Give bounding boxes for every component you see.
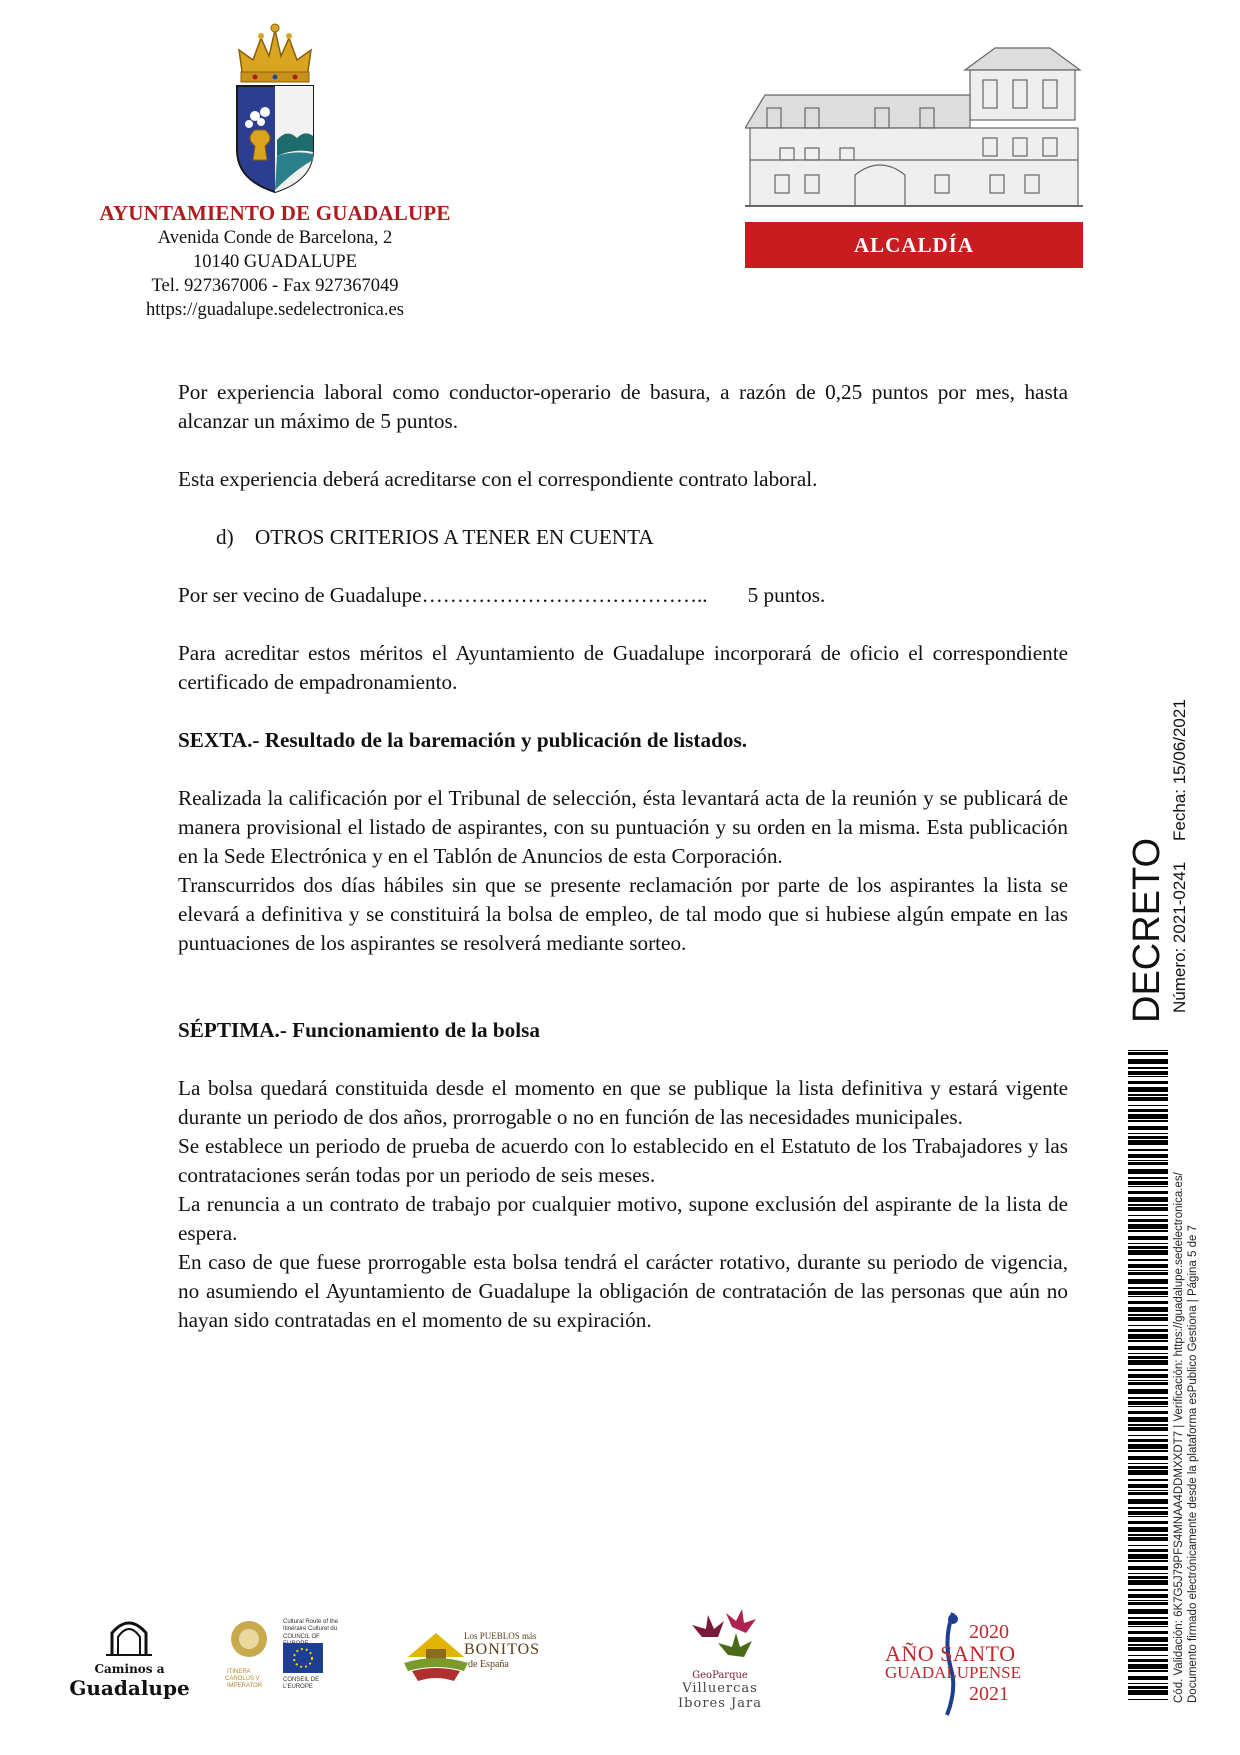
anio-2021: 2021 (969, 1683, 1009, 1705)
paragraph-contract: Esta experiencia deberá acreditarse con el correspondiente contrato laboral. (178, 467, 818, 491)
geoparque-line-1: GeoParque (692, 1670, 748, 1681)
geoparque-logo (665, 1607, 775, 1717)
paragraph-reclamacion: Transcurridos dos días hábiles sin que se presente reclamación por parte de los aspirantes la lista se elevará a definitiva y se constituirá la bolsa de empleo, de tal modo que si hubiese algún empate en las puntuaciones de los aspirantes se resolverá mediante sorteo. (178, 873, 1068, 955)
paragraph-experience: Por experiencia laboral como conductor-operario de basura, a razón de 0,25 puntos por mes, hasta alcanzar un máximo de 5 puntos. (178, 380, 1068, 433)
paragraph-bolsa: La bolsa quedará constituida desde el momento en que se publique la lista definitiva y estará vigente durante un periodo de dos años, prorrogable o no en función de las necesidades municipales. (178, 1076, 1068, 1129)
anio-2020: 2020 (969, 1621, 1009, 1643)
arch-icon (62, 1615, 197, 1657)
criterion-vecino (178, 581, 1068, 610)
list-letter: d) (216, 525, 234, 549)
municipality-header (60, 20, 490, 322)
coe-line-4: CONSEIL DE L'EUROPE (283, 1677, 320, 1690)
alcaldia-header (745, 40, 1083, 268)
pueblos-mas-bonitos-logo (402, 1623, 547, 1685)
footer-logos (0, 1605, 1240, 1715)
council-of-europe-flag-icon (283, 1643, 323, 1673)
geoparque-line-3: Ibores Jara (678, 1696, 762, 1711)
coe-line-3: COUNCIL OF (283, 1634, 320, 1640)
ano-santo-guadalupense-logo (885, 1609, 1025, 1719)
carolus-line-3: IMPERATOR (227, 1683, 263, 1689)
coat-of-arms-icon (225, 20, 325, 195)
phone-fax: Tel. 927367006 - Fax 927367049 (151, 276, 399, 296)
address-line-2: 10140 GUADALUPE (193, 252, 357, 272)
anio-santo: AÑO SANTO (885, 1641, 1016, 1666)
website[interactable]: https://guadalupe.sedelectronica.es (146, 300, 404, 320)
village-houses-icon (402, 1623, 470, 1685)
criterion-label: Por ser vecino de Guadalupe………………………………….. (178, 583, 708, 607)
alcaldia-banner: ALCALDÍA (745, 222, 1083, 268)
caminos-a-guadalupe-logo (62, 1615, 197, 1700)
carolus-line-2: CAROLUS V (225, 1676, 260, 1682)
paragraph-renuncia: La renuncia a un contrato de trabajo por cualquier motivo, supone exclusión del aspirante de la lista de espera. (178, 1192, 1068, 1245)
anio-guadalupense: GUADALUPENSE (885, 1663, 1021, 1682)
coe-line-2: Itinéraire Culturel du (283, 1626, 338, 1632)
decreto-number: Número: 2021-0241 (1170, 861, 1189, 1013)
signature-platform-note: Documento firmado electrónicamente desde la plataforma esPublico Gestiona | Página 5 de 7 (1187, 1225, 1199, 1703)
list-item-text: OTROS CRITERIOS A TENER EN CUENTA (255, 525, 654, 549)
decreto-date: Fecha: 15/06/2021 (1170, 699, 1189, 841)
paragraph-prueba: Se establece un periodo de prueba de acuerdo con lo establecido en el Estatuto de los Trabajadores y las contrataciones serán todas por un periodo de seis meses. (178, 1134, 1068, 1187)
barcode-icon (1128, 1050, 1168, 1700)
pueblos-line-2: BONITOS (464, 1641, 541, 1658)
carolus-line-1: ITINERA (227, 1669, 251, 1675)
geoparque-line-2: Villuercas (682, 1681, 758, 1696)
caminos-bottom: Guadalupe (69, 1676, 190, 1700)
carolus-emblem-icon (225, 1617, 273, 1669)
leaves-icon (680, 1607, 760, 1665)
validation-code: Cód. Validación: 6K7G5J79PFS4MNAA4DDMXXDT7 | Verificación: https://guadalupe.sedelectronica.es/ (1173, 1172, 1185, 1703)
town-hall-building-icon (745, 40, 1083, 210)
decreto-label: DECRETO (1126, 837, 1168, 1023)
document-body (178, 378, 1068, 1335)
org-name: AYUNTAMIENTO DE GUADALUPE (99, 201, 451, 225)
pueblos-line-3: de España (468, 1659, 509, 1670)
heading-sexta: SEXTA.- Resultado de la baremación y publicación de listados. (178, 728, 747, 752)
list-item-d (178, 523, 1068, 552)
carolus-v-council-of-europe-logo (225, 1617, 345, 1697)
paragraph-calificacion: Realizada la calificación por el Tribunal de selección, ésta levantará acta de la reunión y se publicará de manera provisional el listado de aspirantes, con su puntuación y su orden en la misma. Esta publicación en la Sede Electrónica y en el Tablón de Anuncios de esta Corporación. (178, 786, 1068, 868)
paragraph-prorrogable: En caso de que fuese prorrogable esta bolsa tendrá el carácter rotativo, durante su periodo de vigencia, no asumiendo el Ayuntamiento de Guadalupe la obligación de contratación de las personas que aún no hayan sido contratadas en el momento de su expiración. (178, 1250, 1068, 1332)
address-line-1: Avenida Conde de Barcelona, 2 (157, 228, 393, 248)
heading-septima: SÉPTIMA.- Funcionamiento de la bolsa (178, 1018, 540, 1042)
pueblos-line-1: Los PUEBLOS más (464, 1631, 537, 1641)
coe-line-1: Cultural Route of the (283, 1619, 339, 1625)
criterion-points: 5 puntos. (747, 583, 826, 607)
paragraph-empadronamiento: Para acreditar estos méritos el Ayuntamiento de Guadalupe incorporará de oficio el correspondiente certificado de empadronamiento. (178, 641, 1068, 694)
caminos-top: Caminos a (94, 1662, 165, 1676)
